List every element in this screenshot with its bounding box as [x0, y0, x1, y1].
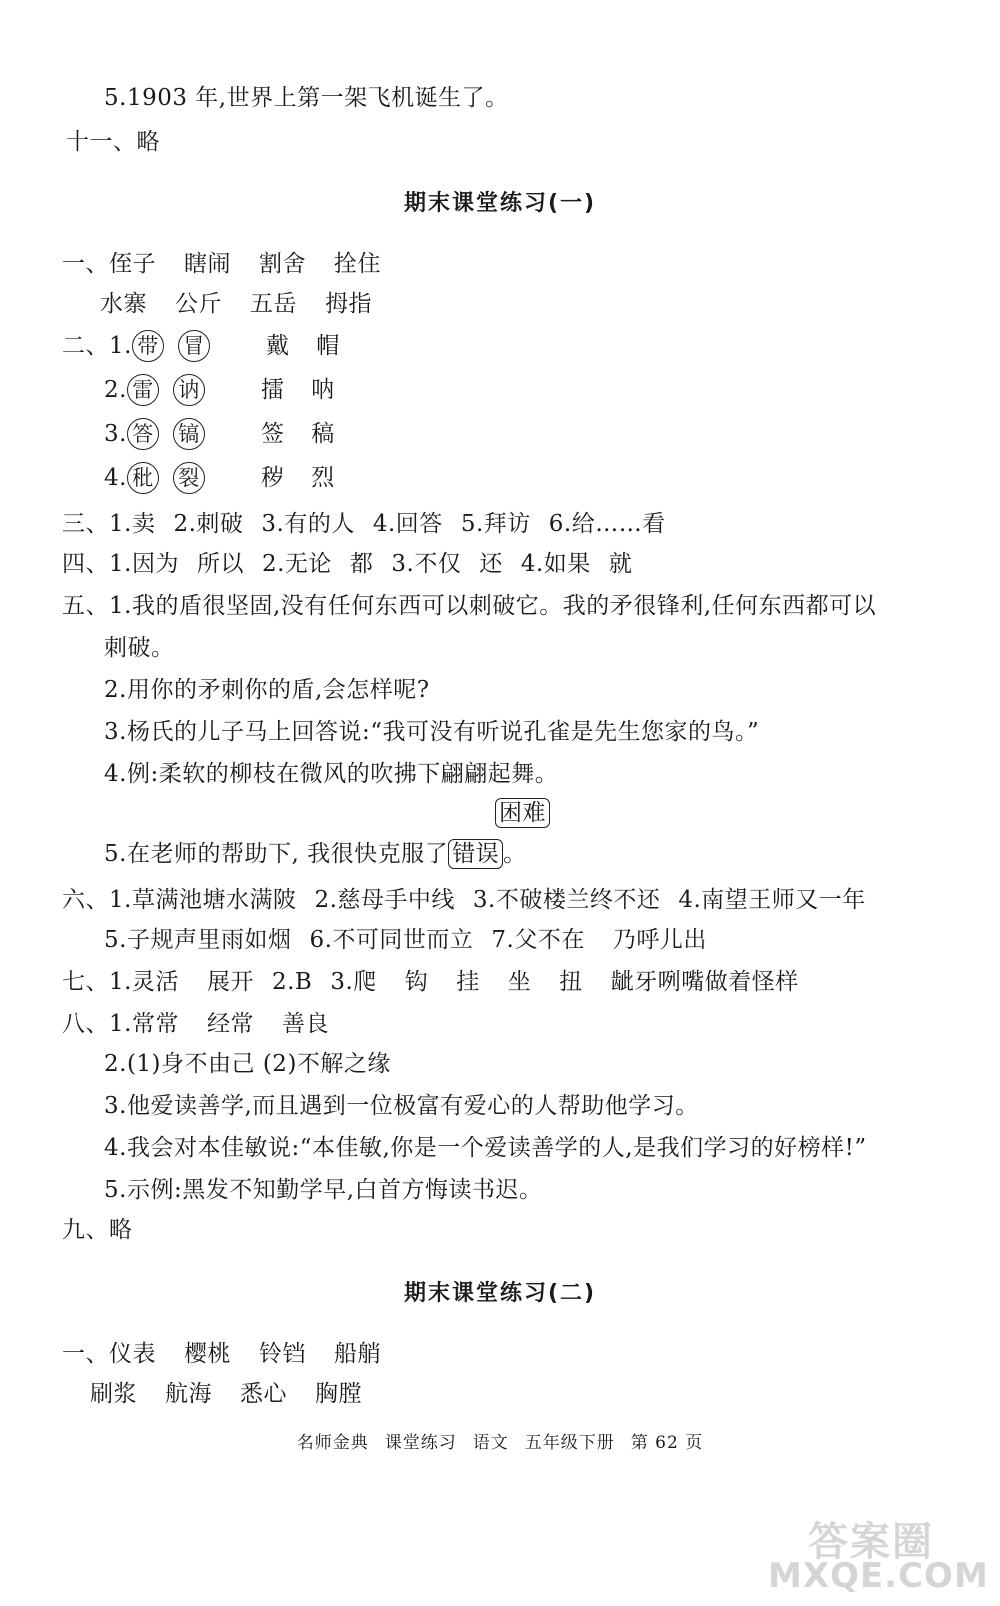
answer: 坐	[507, 969, 532, 995]
answer: 5.拜访	[460, 511, 531, 537]
answer: 1.我的盾很坚固,没有任何东西可以刺破它。我的矛很锋利,任何东西都可以	[109, 593, 877, 619]
s1-q8-line2: 2.(1)身不由己 (2)不解之缘	[104, 1051, 391, 1077]
item-number: 1.	[109, 333, 132, 359]
answer: 6.不可同世而立	[309, 927, 474, 953]
circled-char: 讷	[173, 374, 205, 406]
word: 割舍	[259, 251, 306, 277]
s1-q6-row1	[62, 884, 866, 916]
footer-grade: 五年级下册	[524, 1433, 615, 1453]
answer: 4.南望王师又一年	[678, 887, 866, 913]
s1-q2-item-1	[62, 330, 349, 362]
s1-q3-prefix: 三、	[62, 511, 109, 537]
answer: 善良	[281, 1011, 329, 1037]
answer: 展开	[206, 969, 254, 995]
word: 五岳	[250, 291, 297, 317]
s1-q2-item-3	[104, 418, 344, 450]
item-number: 2.	[104, 377, 127, 403]
s1-q5-line2: 2.用你的矛刺你的盾,会怎样呢?	[104, 677, 430, 703]
answer: 6.给……看	[548, 511, 666, 537]
boxed-wrong-word: 错误	[448, 839, 503, 869]
s1-q1-prefix: 一、	[62, 251, 109, 277]
watermark-text: 答案圈	[808, 1519, 934, 1565]
period: 。	[503, 841, 527, 867]
item-number: 4.	[104, 465, 127, 491]
answer: 7.父不在	[491, 927, 585, 953]
s1-q8-line4: 4.我会对本佳敏说:“本佳敏,你是一个爱读善学的人,是我们学习的好榜样!”	[104, 1135, 867, 1161]
s1-q8-line1	[62, 1008, 329, 1040]
correct-chars: 擂 呐	[260, 377, 345, 403]
circled-char: 秕	[127, 462, 159, 494]
answer: 乃呼儿出	[612, 927, 707, 953]
answer: 2.B	[271, 969, 313, 995]
footer-page-number: 第 62 页	[630, 1433, 704, 1453]
s1-q5-line4: 4.例:柔软的柳枝在微风的吹拂下翩翩起舞。	[104, 761, 559, 787]
word: 瞎闹	[184, 251, 231, 277]
answer: 3.不破楼兰终不还	[472, 887, 661, 913]
page-footer	[0, 1428, 1000, 1453]
s1-q5-line3: 3.杨氏的儿子马上回答说:“我可没有听说孔雀是先生您家的鸟。”	[104, 719, 760, 745]
answer: 还	[479, 551, 503, 577]
circled-char: 答	[127, 418, 159, 450]
s1-q6-row2	[104, 924, 707, 956]
s1-q8-prefix: 八、	[62, 1011, 109, 1037]
s1-q2-item-2	[104, 374, 344, 406]
answer: 扭	[559, 969, 583, 995]
answer: 钩	[404, 969, 429, 995]
s1-q4	[62, 548, 632, 580]
s1-q1-row1	[62, 248, 381, 280]
answer: 3.爬	[330, 969, 377, 995]
s1-q7	[62, 966, 799, 998]
s1-q8-line3: 3.他爱读善学,而且遇到一位极富有爱心的人帮助他学习。	[104, 1093, 699, 1119]
s1-q5-line1	[62, 590, 876, 622]
circled-char: 带	[132, 330, 164, 362]
answer: 1.卖	[109, 511, 156, 537]
correct-chars: 秽 烈	[260, 465, 345, 491]
section-title-final-practice-2: 期末课堂练习(二)	[403, 1281, 597, 1306]
line-1903-airplane: 5.1903 年,世界上第一架飞机诞生了。	[104, 85, 509, 111]
s1-q8-line5: 5.示例:黑发不知勤学早,白首方悔读书迟。	[104, 1177, 543, 1203]
answer: 5.子规声里雨如烟	[104, 927, 292, 953]
circled-char: 镐	[173, 418, 205, 450]
word: 樱桃	[184, 1341, 231, 1367]
footer-book: 课堂练习	[384, 1433, 457, 1453]
item-number: 3.	[104, 421, 127, 447]
answer: 挂	[456, 969, 480, 995]
section-title-final-practice-1: 期末课堂练习(一)	[403, 191, 597, 216]
circled-char: 冒	[178, 330, 210, 362]
answer: 3.不仅	[391, 551, 462, 577]
word: 胸膛	[315, 1381, 362, 1407]
s2-q1-prefix: 一、	[62, 1341, 109, 1367]
s1-q4-prefix: 四、	[62, 551, 109, 577]
s1-q5-line1-cont: 刺破。	[104, 635, 175, 661]
footer-subject: 语文	[472, 1433, 509, 1453]
word: 侄子	[109, 251, 156, 277]
correction-box: 困难	[495, 798, 550, 828]
s1-q3	[62, 508, 666, 540]
s1-q6-prefix: 六、	[62, 887, 109, 913]
word: 公斤	[175, 291, 222, 317]
answer: 所以	[196, 551, 244, 577]
answer: 4.回答	[372, 511, 443, 537]
word: 拴住	[334, 251, 381, 277]
answer: 5.在老师的帮助下, 我很快克服了	[104, 841, 449, 867]
circled-char: 雷	[127, 374, 159, 406]
watermark-url: MXQE.COM	[768, 1556, 989, 1596]
answer: 都	[349, 551, 374, 577]
word: 水寨	[100, 291, 147, 317]
answer: 经常	[206, 1011, 254, 1037]
word: 拇指	[325, 291, 372, 317]
s1-q1-row2	[100, 288, 372, 320]
answer: 2.刺破	[173, 511, 244, 537]
s1-q2-prefix: 二、	[62, 333, 109, 359]
answer: 1.因为	[109, 551, 179, 577]
s1-q9: 九、略	[62, 1217, 133, 1243]
correct-chars: 戴 帽	[265, 333, 350, 359]
word: 刷浆	[90, 1381, 137, 1407]
s1-q7-prefix: 七、	[62, 969, 109, 995]
answer: 4.如果	[520, 551, 591, 577]
answer: 就	[608, 551, 633, 577]
s2-q1-row2	[90, 1378, 362, 1410]
answer: 龇牙咧嘴做着怪样	[610, 969, 799, 995]
s2-q1-row1	[62, 1338, 381, 1370]
answer: 1.草满池塘水满陂	[109, 887, 297, 913]
word: 航海	[165, 1381, 212, 1407]
word: 悉心	[240, 1381, 287, 1407]
s1-q5-correction-word	[495, 797, 550, 829]
circled-char: 裂	[173, 462, 205, 494]
s1-q5-prefix: 五、	[62, 593, 109, 619]
answer: 1.灵活	[109, 969, 179, 995]
answer: 1.常常	[109, 1011, 179, 1037]
answer: 3.有的人	[261, 511, 355, 537]
s1-q5-line5	[104, 838, 527, 870]
answer: 2.无论	[261, 551, 332, 577]
footer-series: 名师金典	[296, 1433, 369, 1453]
word: 仪表	[109, 1341, 156, 1367]
answer: 2.慈母手中线	[314, 887, 455, 913]
s1-q2-item-4	[104, 462, 344, 494]
q11-answer: 十一、略	[66, 129, 160, 155]
word: 船艄	[334, 1341, 381, 1367]
correct-chars: 签 稿	[260, 421, 345, 447]
word: 铃铛	[259, 1341, 306, 1367]
watermark-logo	[768, 1510, 989, 1600]
